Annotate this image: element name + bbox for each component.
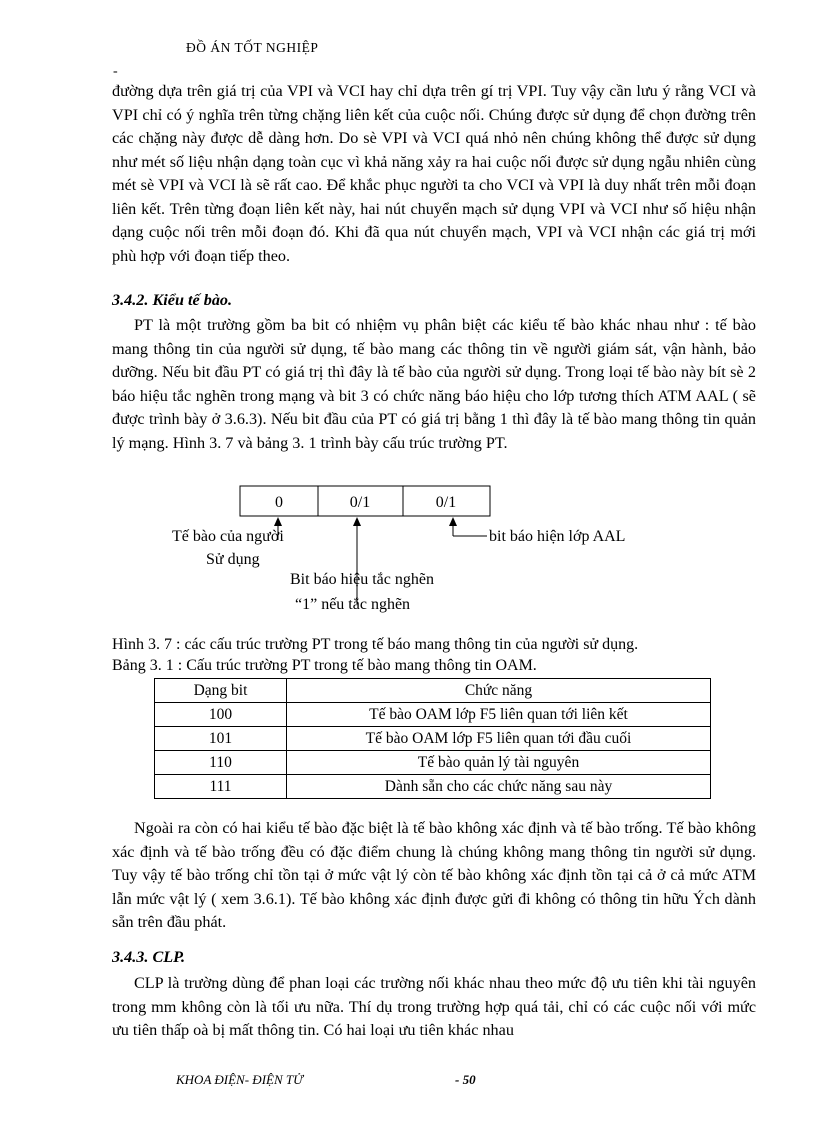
table-cell-bit: 101 (155, 727, 287, 751)
table-row (155, 727, 711, 751)
footer-faculty: KHOA ĐIỆN- ĐIỆN TỬ (176, 1072, 303, 1087)
pt-bit-1: 0 (275, 494, 283, 511)
pt-bit-2: 0/1 (349, 494, 371, 511)
leading-dash: - (113, 64, 118, 79)
label-user-cell: Tế bào của người (172, 528, 284, 545)
table-caption: Bảng 3. 1 : Cấu trúc trường PT trong tế bào mang thông tin OAM. (112, 657, 537, 674)
label-congestion-2: “1” nếu tắc nghẽn (295, 596, 411, 613)
table-row (155, 751, 711, 775)
table-cell-function: Tế bào OAM lớp F5 liên quan tới liên kết (287, 703, 711, 727)
table-header-bit: Dạng bit (155, 679, 287, 703)
figure-caption: Hình 3. 7 : các cấu trúc trường PT trong tế báo mang thông tin của người sử dụng. (112, 636, 639, 653)
page-number: - 50 (455, 1072, 476, 1087)
paragraph-clp: CLP là trường dùng để phan loại các trường nối khác nhau theo mức độ ưu tiên khi tài nguyên trong mm không còn là tối ưu nữa. Thí dụ trong trường hợp quá tải, chỉ có các cuộc nối với mức ưu tiên thấp oà bị mất thông tin. Có hai loại ưu tiên khác nhau (112, 974, 756, 1039)
table-cell-function: Tế bào OAM lớp F5 liên quan tới đầu cuối (287, 727, 711, 751)
pt-oam-table (154, 678, 711, 799)
section-heading-3-4-3: 3.4.3. CLP. (112, 948, 186, 966)
pt-bit-3: 0/1 (435, 494, 457, 511)
page-header: ĐỒ ÁN TỐT NGHIỆP (186, 40, 319, 55)
table-header-function: Chức năng (287, 679, 711, 703)
table-cell-bit: 110 (155, 751, 287, 775)
section-heading-3-4-2: 3.4.2. Kiểu tế bào. (112, 291, 233, 309)
pt-field-diagram (160, 484, 700, 634)
paragraph-vpi-vci: đường dựa trên giá trị của VPI và VCI hay chỉ dựa trên gí trị VPI. Tuy vậy cần lưu ý rằng VCI và VPI chỉ có ý nghĩa trên từng chặng liên kết của cuộc nối. Chúng được sử dụng để chọn đường trên các chặng này được dễ dàng hơn. Do sè VPI và VCI quá nhỏ nên chúng không thể được sử dụng như mét số liệu nhận dạng toàn cục vì khả năng xảy ra hai cuộc nối được sử dụng ngẫu nhiên cùng mét sè VPI và VCI là sẽ rất cao. Để khắc phục người ta cho VCI và VPI là duy nhất trên mỗi đoạn liên kết. Trên từng đoạn liên kết này, hai nút chuyển mạch sử dụng VPI và VCI như số hiệu nhận dạng cuộc nối trên mỗi đoạn đó. Khi đã qua nút chuyển mạch, VPI và VCI nhận các giá trị mới phù hợp với đoạn tiếp theo. (112, 82, 756, 265)
paragraph-special-cells: Ngoài ra còn có hai kiểu tế bào đặc biệt là tế bào không xác định và tế bào trống. Tế bào không xác định và tế bào trống đều có đặc điểm chung là chúng không mang thông tin người sử dụng. Tuy vậy tế bào trống chỉ tồn tại ở mức vật lý còn tế bào không xác định tồn tại cả ở cả mức ATM lẫn mức vật lý ( xem 3.6.1). Tế bào không xác định được gửi đi không có thông tin hữu Ých dành sẵn trên đầu phát. (112, 819, 756, 931)
arrow-aal-head (449, 517, 457, 526)
table-row (155, 703, 711, 727)
label-aal: bit báo hiện lớp AAL (489, 528, 626, 545)
table-cell-bit: 100 (155, 703, 287, 727)
label-user-cell-2: Sử dụng (206, 551, 260, 568)
arrow-congestion-head (353, 517, 361, 526)
table-row (155, 775, 711, 799)
table-cell-bit: 111 (155, 775, 287, 799)
table-cell-function: Dành sẵn cho các chức năng sau này (287, 775, 711, 799)
arrow-user-head (274, 517, 282, 526)
paragraph-pt-field: PT là một trường gồm ba bit có nhiệm vụ phân biệt các kiểu tế bào khác nhau như : tế bào mang thông tin của người sử dụng, tế bào mang các thông tin về người giám sát, vận hành, bảo dưỡng. Nếu bit đầu PT có giá trị thì đây là tế bào của người sử dụng. Trong loại tế bào này bít sè 2 báo hiệu tắc nghẽn trong mạng và bit 3 có chức năng báo hiệu cho lớp tương thích ATM AAL ( sẽ được trình bày ở 3.6.3). Nếu bit đầu của PT có giá trị bằng 1 thì đây là tế bào mang thông tin quản lý mạng. Hình 3. 7 và bảng 3. 1 trình bày cấu trúc trường PT. (112, 316, 756, 452)
label-congestion: Bit báo hiệu tắc nghẽn (290, 571, 434, 588)
table-cell-function: Tế bào quản lý tài nguyên (287, 751, 711, 775)
table-header-row (155, 679, 711, 703)
